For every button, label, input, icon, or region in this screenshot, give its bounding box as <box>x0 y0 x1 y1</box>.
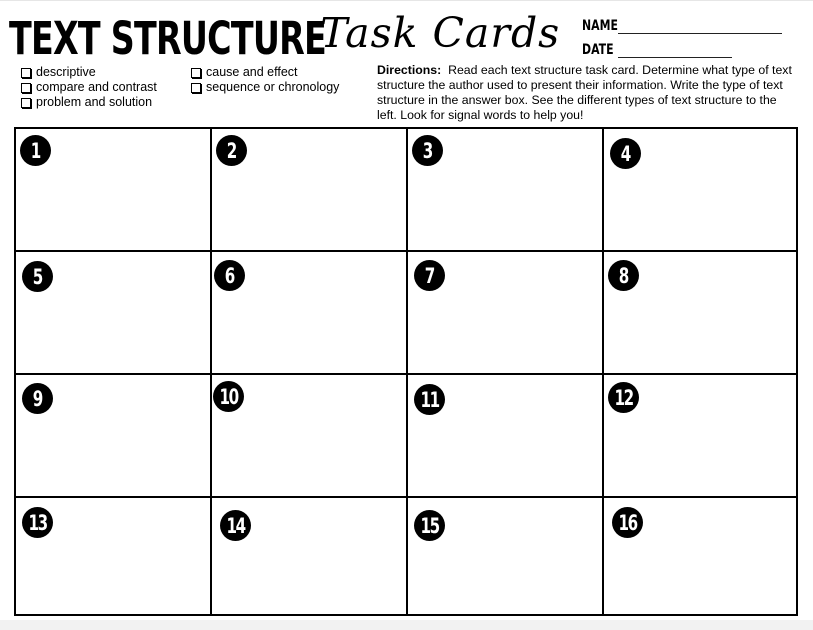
answer-box-9[interactable] <box>16 375 212 498</box>
structure-types-column-2 <box>191 65 339 95</box>
structure-type-item[interactable] <box>191 80 339 95</box>
structure-type-item[interactable] <box>191 65 339 80</box>
answer-box-1[interactable] <box>16 129 212 252</box>
page-bottom-edge <box>0 620 813 630</box>
answer-box-15[interactable] <box>408 498 604 614</box>
number-badge-icon: 11 <box>414 384 445 415</box>
structure-type-label: descriptive <box>36 65 96 79</box>
number-badge-icon: 1 <box>20 135 51 166</box>
structure-type-label: problem and solution <box>36 95 153 109</box>
number-badge-icon: 6 <box>214 260 245 291</box>
checkbox-icon[interactable] <box>21 68 31 78</box>
number-badge-icon: 5 <box>22 261 53 292</box>
structure-type-item[interactable] <box>21 65 157 80</box>
answer-box-7[interactable] <box>408 252 604 375</box>
number-badge-icon: 12 <box>608 382 639 413</box>
number-badge-icon: 4 <box>610 138 641 169</box>
page-top-edge <box>0 0 813 1</box>
checkbox-icon[interactable] <box>21 98 31 108</box>
directions-paragraph <box>377 63 797 123</box>
name-date-block <box>582 12 802 60</box>
answer-box-6[interactable] <box>212 252 408 375</box>
answer-box-11[interactable] <box>408 375 604 498</box>
date-label: DATE <box>582 42 614 58</box>
structure-type-label: sequence or chronology <box>206 80 340 94</box>
structure-type-label: compare and contrast <box>36 80 157 94</box>
directions-text: Read each text structure task card. Determine what type of text structure the author used to present their information. Write the type of text structure in the answer box. See the different types of text structure to the left. Look for signal words to help you! <box>377 63 792 122</box>
number-badge-icon: 9 <box>22 383 53 414</box>
answer-box-10[interactable] <box>212 375 408 498</box>
answer-grid <box>14 127 798 616</box>
number-badge-icon: 2 <box>216 135 247 166</box>
date-row <box>582 36 802 58</box>
number-badge-icon: 10 <box>213 381 244 412</box>
name-field[interactable] <box>618 17 782 34</box>
name-label: NAME <box>582 18 618 34</box>
answer-box-16[interactable] <box>604 498 796 614</box>
answer-box-4[interactable] <box>604 129 796 252</box>
answer-box-2[interactable] <box>212 129 408 252</box>
answer-box-14[interactable] <box>212 498 408 614</box>
title-script-text: Task Cards <box>320 9 561 57</box>
answer-box-13[interactable] <box>16 498 212 614</box>
checkbox-icon[interactable] <box>21 83 31 93</box>
date-field[interactable] <box>618 41 732 58</box>
number-badge-icon: 14 <box>220 510 251 541</box>
number-badge-icon: 8 <box>608 260 639 291</box>
number-badge-icon: 16 <box>612 507 643 538</box>
structure-type-label: cause and effect <box>206 65 298 79</box>
answer-box-3[interactable] <box>408 129 604 252</box>
name-row <box>582 12 802 34</box>
answer-box-8[interactable] <box>604 252 796 375</box>
answer-box-12[interactable] <box>604 375 796 498</box>
checkbox-icon[interactable] <box>191 68 201 78</box>
structure-types-column-1 <box>21 65 157 110</box>
checkbox-icon[interactable] <box>191 83 201 93</box>
structure-type-item[interactable] <box>21 95 157 110</box>
structure-type-item[interactable] <box>21 80 157 95</box>
number-badge-icon: 7 <box>414 260 445 291</box>
number-badge-icon: 13 <box>22 507 53 538</box>
number-badge-icon: 15 <box>414 510 445 541</box>
answer-box-5[interactable] <box>16 252 212 375</box>
directions-label: Directions: <box>377 63 442 77</box>
title-main-text: TEXT STRUCTURE <box>9 12 327 65</box>
number-badge-icon: 3 <box>412 135 443 166</box>
